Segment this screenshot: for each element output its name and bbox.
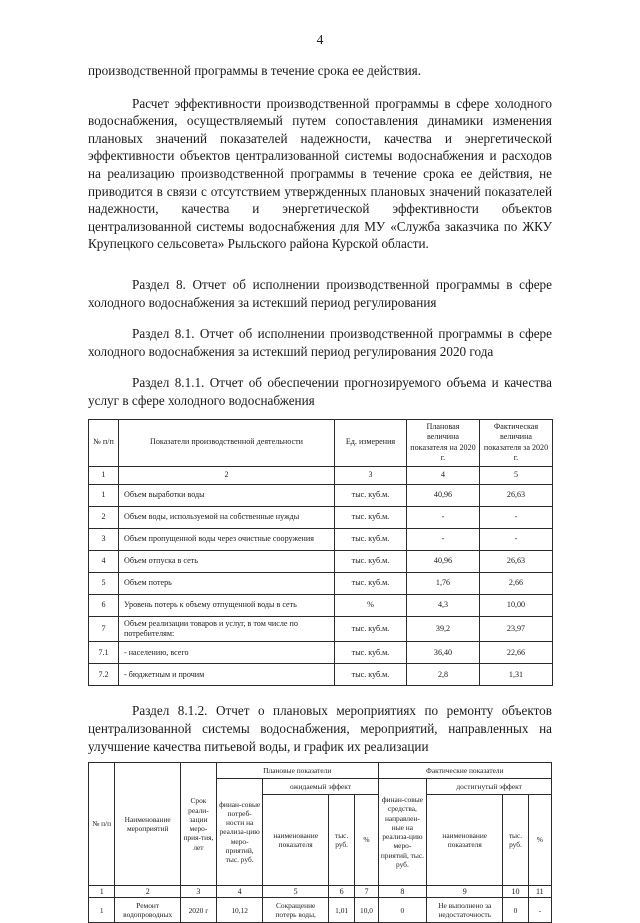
cell-activity-name: Ремонт водопроводных — [115, 898, 181, 923]
colnum-9: 9 — [427, 886, 503, 898]
header-cell-plan-group: Плановые показатели — [216, 763, 378, 779]
header-cell-fact: Фактическая величина показателя за 2020 г. — [480, 419, 553, 466]
header-cell-expected-percent: % — [355, 795, 378, 886]
cell-unit: тыс. куб.м. — [335, 572, 407, 594]
header-cell-term: Срок реали-зации меро-прия-тия, лет — [180, 763, 216, 886]
cell-unit: тыс. куб.м. — [335, 484, 407, 506]
colnum-3: 3 — [180, 886, 216, 898]
page-number: 4 — [316, 32, 324, 47]
cell-row-number: 2 — [89, 506, 119, 528]
spacer — [88, 360, 552, 374]
cell-plan-value: 39,2 — [407, 616, 480, 642]
cell-expected-thousand-rub: 1,01 — [328, 898, 354, 923]
header-cell-fact-finance: финан-совые средства, направлен-ные на реализа-цию меро-приятий, тыс. руб. — [378, 779, 427, 886]
colnum-1: 1 — [89, 886, 115, 898]
cell-indicator-name: Объем пропущенной воды через очистные сооружения — [119, 528, 335, 550]
header-cell-number: № п/п — [89, 763, 115, 886]
table-row — [89, 550, 553, 572]
cell-fact-value: 23,97 — [480, 616, 553, 642]
table-row-header — [89, 419, 553, 466]
header-cell-achieved-effect: достигнутый эффект — [427, 779, 552, 795]
header-cell-fact-group: Фактические показатели — [378, 763, 551, 779]
cell-indicator-name: - населению, всего — [119, 642, 335, 664]
page-body — [88, 62, 552, 923]
cell-unit: тыс. куб.м. — [335, 550, 407, 572]
table-production-indicators — [88, 419, 553, 687]
cell-row-number: 7 — [89, 616, 119, 642]
cell-unit: тыс. куб.м. — [335, 616, 407, 642]
cell-plan-value: 4,3 — [407, 594, 480, 616]
colnum-3: 3 — [335, 466, 407, 484]
cell-unit: тыс. куб.м. — [335, 664, 407, 686]
cell-row-number: 7.2 — [89, 664, 119, 686]
header-cell-achieved-indicator-name: наименование показателя — [427, 795, 503, 886]
header-cell-number: № п/п — [89, 419, 119, 466]
header-cell-achieved-thousand-rub: тыс. руб. — [503, 795, 528, 886]
heading-section-8-1-1: Раздел 8.1.1. Отчет об обеспечении прогнозируемого объема и качества услуг в сфере холодного водоснабжения — [88, 375, 552, 408]
spacer — [88, 686, 552, 702]
header-cell-plan-finance: финан-совые потреб-ности на реализа-цию меро-приятий, тыс. руб. — [216, 779, 263, 886]
colnum-2: 2 — [119, 466, 335, 484]
colnum-11: 11 — [528, 886, 551, 898]
colnum-2: 2 — [115, 886, 181, 898]
table-row — [89, 616, 553, 642]
table-row — [89, 594, 553, 616]
header-cell-achieved-percent: % — [528, 795, 551, 886]
table-row — [89, 572, 553, 594]
cell-fact-value: 26,63 — [480, 484, 553, 506]
cell-indicator-name: Объем выработки воды — [119, 484, 335, 506]
cell-fact-value: 26,63 — [480, 550, 553, 572]
cell-plan-value: 1,76 — [407, 572, 480, 594]
cell-row-number: 4 — [89, 550, 119, 572]
paragraph-efficiency-calculation: Расчет эффективности производственной программы в сфере холодного водоснабжения, осуществляемый путем сопоставления динамики изменения плановых значений показателей надежности, качества и энергетической эффективности объектов централизованной системы водоснабжения и расходов на реализацию производственной программы в течение срока ее действия, не приводится в связи с отсутствием утвержденных плановых значений показателей надежности, качества и энергетической эффективности объектов централизованной системы водоснабжения для МУ «Служба заказчика по ЖКУ Крупецкого сельсовета» Рыльского района Курской области. — [88, 95, 552, 252]
cell-plan-value: - — [407, 506, 480, 528]
cell-fact-value: - — [480, 506, 553, 528]
table-row — [89, 898, 552, 923]
colnum-5: 5 — [263, 886, 329, 898]
cell-fact-value: 1,31 — [480, 664, 553, 686]
table-1-wrapper — [88, 419, 552, 687]
table-row — [89, 642, 553, 664]
spacer — [88, 262, 552, 276]
colnum-5: 5 — [480, 466, 553, 484]
colnum-7: 7 — [355, 886, 378, 898]
cell-plan-value: 40,96 — [407, 550, 480, 572]
cell-fact-value: 2,66 — [480, 572, 553, 594]
cell-expected-indicator-name: Сокращение потерь воды, — [263, 898, 329, 923]
header-cell-expected-thousand-rub: тыс. руб. — [328, 795, 354, 886]
cell-unit: тыс. куб.м. — [335, 642, 407, 664]
heading-section-8: Раздел 8. Отчет об исполнении производственной программы в сфере холодного водоснабжения за истекший период регулирования — [88, 276, 552, 310]
cell-indicator-name: Объем реализации товаров и услуг, в том числе по потребителям: — [119, 616, 335, 642]
cell-row-number: 1 — [89, 484, 119, 506]
cell-row-number: 6 — [89, 594, 119, 616]
cell-plan-finance: 10,12 — [216, 898, 263, 923]
cell-achieved-thousand-rub: 0 — [503, 898, 528, 923]
table-row — [89, 528, 553, 550]
heading-section-8-1: Раздел 8.1. Отчет об исполнении производственной программы в сфере холодного водоснабжения за истекший период регулирования 2020 года — [88, 326, 552, 359]
table-row — [89, 506, 553, 528]
cell-unit: тыс. куб.м. — [335, 528, 407, 550]
header-cell-expected-indicator-name: наименование показателя — [263, 795, 329, 886]
paragraph-continuation: производственной программы в течение срока ее действия. — [88, 63, 422, 78]
header-cell-unit: Ед. измерения — [335, 419, 407, 466]
cell-row-number: 5 — [89, 572, 119, 594]
cell-achieved-indicator-name: Не выполнено за недостаточность — [427, 898, 503, 923]
header-cell-plan: Плановая величина показателя на 2020 г. — [407, 419, 480, 466]
cell-indicator-name: Уровень потерь к объему отпущенной воды в сеть — [119, 594, 335, 616]
cell-unit: тыс. куб.м. — [335, 506, 407, 528]
cell-plan-value: 36,40 — [407, 642, 480, 664]
cell-indicator-name: Объем потерь — [119, 572, 335, 594]
cell-row-number: 7.1 — [89, 642, 119, 664]
cell-row-number: 1 — [89, 898, 115, 923]
cell-indicator-name: Объем отпуска в сеть — [119, 550, 335, 572]
table-row-column-numbers — [89, 886, 552, 898]
cell-term: 2020 г — [180, 898, 216, 923]
colnum-1: 1 — [89, 466, 119, 484]
header-cell-activity-name: Наименование мероприятий — [115, 763, 181, 886]
cell-indicator-name: Объем воды, используемой на собственные нужды — [119, 506, 335, 528]
cell-plan-value: 2,8 — [407, 664, 480, 686]
cell-fact-value: 22,66 — [480, 642, 553, 664]
colnum-4: 4 — [216, 886, 263, 898]
cell-unit: % — [335, 594, 407, 616]
table-row-group-header — [89, 763, 552, 779]
header-cell-expected-effect: ожидаемый эффект — [263, 779, 378, 795]
colnum-10: 10 — [503, 886, 528, 898]
table-row-column-numbers — [89, 466, 553, 484]
header-cell-indicator: Показатели производственной деятельности — [119, 419, 335, 466]
colnum-8: 8 — [378, 886, 427, 898]
spacer — [88, 311, 552, 325]
cell-row-number: 3 — [89, 528, 119, 550]
cell-fact-value: - — [480, 528, 553, 550]
colnum-6: 6 — [328, 886, 354, 898]
colnum-4: 4 — [407, 466, 480, 484]
cell-expected-percent: 10,0 — [355, 898, 378, 923]
cell-plan-value: - — [407, 528, 480, 550]
cell-plan-value: 40,96 — [407, 484, 480, 506]
cell-fact-value: 10,00 — [480, 594, 553, 616]
cell-fact-finance: 0 — [378, 898, 427, 923]
table-row — [89, 664, 553, 686]
table-repair-activities — [88, 762, 552, 923]
cell-indicator-name: - бюджетным и прочим — [119, 664, 335, 686]
table-2-wrapper — [88, 762, 552, 923]
cell-achieved-percent: - — [528, 898, 551, 923]
table-row — [89, 484, 553, 506]
heading-section-8-1-2: Раздел 8.1.2. Отчет о плановых мероприятиях по ремонту объектов централизованной системы водоснабжения, мероприятий, направленных на улучшение качества питьевой воды, и график их реализации — [88, 703, 552, 754]
